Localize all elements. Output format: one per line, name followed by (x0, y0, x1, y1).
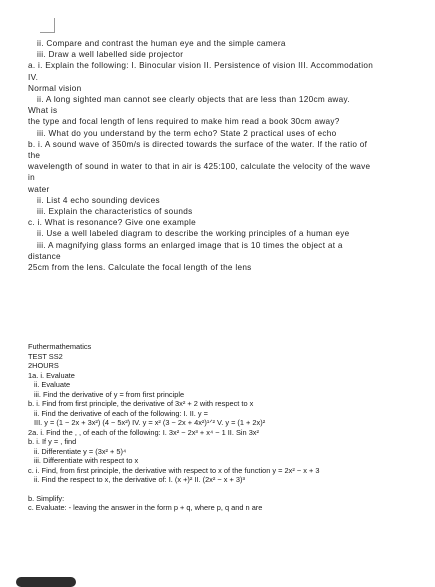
text-line: III. y = (1 − 2x + 3x²) (4 − 5x²) IV. y = x² (3 − 2x + 4x²)¹ᐟ² V. y = (1 + 2x)² (34, 418, 266, 427)
text-line: ii. Compare and contrast the human eye and the simple camera (37, 39, 286, 48)
text-line: ii. A long sighted man cannot see clearly objects that are less than 120cm away. (37, 95, 350, 105)
text-line: iii. Find the derivative of y = from first principle (34, 389, 185, 399)
text-line: ii. List 4 echo sounding devices (37, 195, 160, 205)
text-line: water (28, 184, 50, 194)
text-line: c. i. What is resonance? Give one example (28, 218, 196, 228)
text-line: ii. Evaluate (34, 380, 71, 389)
physics-questions-section (28, 38, 428, 273)
text-line: ii. Find the derivative of each of the following: I. II. y = (34, 408, 208, 418)
text-line: 2HOURS (28, 361, 59, 370)
page-corner-mark (40, 18, 55, 33)
text-line: Normal vision (28, 83, 82, 93)
text-line: What is (28, 106, 58, 116)
text-line: b. i. Find from first principle, the derivative of 3x² + 2 with respect to x (28, 399, 254, 408)
text-line: c. i. Find, from first principle, the derivative with respect to x of the function y = 2x² − x + 3 (28, 465, 320, 475)
scroll-handle[interactable] (16, 577, 76, 587)
text-line: TEST SS2 (28, 351, 63, 361)
text-line: iii. A magnifying glass forms an enlarged image that is 10 times the object at a (37, 240, 343, 250)
text-line: in (28, 173, 35, 183)
text-line: b. Simplify: (28, 493, 65, 503)
text-line: iii. What do you understand by the term echo? State 2 practical uses of echo (37, 128, 337, 138)
text-line: a. i. Explain the following: I. Binocular vision II. Persistence of vision III. Accommodation (28, 61, 374, 71)
text-line: iii. Draw a well labelled side projector (37, 50, 184, 60)
text-line: 25cm from the lens. Calculate the focal length of the lens (28, 263, 252, 273)
text-line: IV. (28, 72, 39, 82)
text-line: ii. Find the respect to x, the derivative of: I. (x +)² II. (2x² − x + 3)³ (34, 475, 245, 484)
blank-line (28, 485, 428, 494)
text-line: the (28, 151, 41, 161)
text-line: b. i. A sound wave of 350m/s is directed towards the surface of the water. If the ratio of (28, 139, 368, 149)
text-line: c. Evaluate: - leaving the answer in the form p + q, where p, q and n are (28, 503, 263, 512)
text-line: the type and focal length of lens required to make him read a book 30cm away? (28, 117, 340, 127)
text-line: distance (28, 251, 61, 261)
text-line: ii. Use a well labeled diagram to describe the working principles of a human eye (37, 229, 350, 239)
text-line: ii. Differentiate y = (3x² + 5)⁴ (34, 446, 127, 456)
text-line: 1a. i. Evaluate (28, 370, 75, 380)
further-maths-test-section (28, 342, 428, 513)
text-line: b. i. If y = , find (28, 437, 77, 446)
text-line: 2a. i. Find the , , of each of the following: I. 3x² − 2x³ + x⁴ − 1 II. Sin 3x² (28, 427, 259, 437)
text-line: Futhermathematics (28, 342, 92, 351)
text-line: iii. Differentiate with respect to x (34, 456, 139, 465)
text-line: wavelength of sound in water to that in air is 425:100, calculate the velocity of the wave (28, 162, 371, 172)
text-line: iii. Explain the characteristics of sounds (37, 207, 193, 217)
